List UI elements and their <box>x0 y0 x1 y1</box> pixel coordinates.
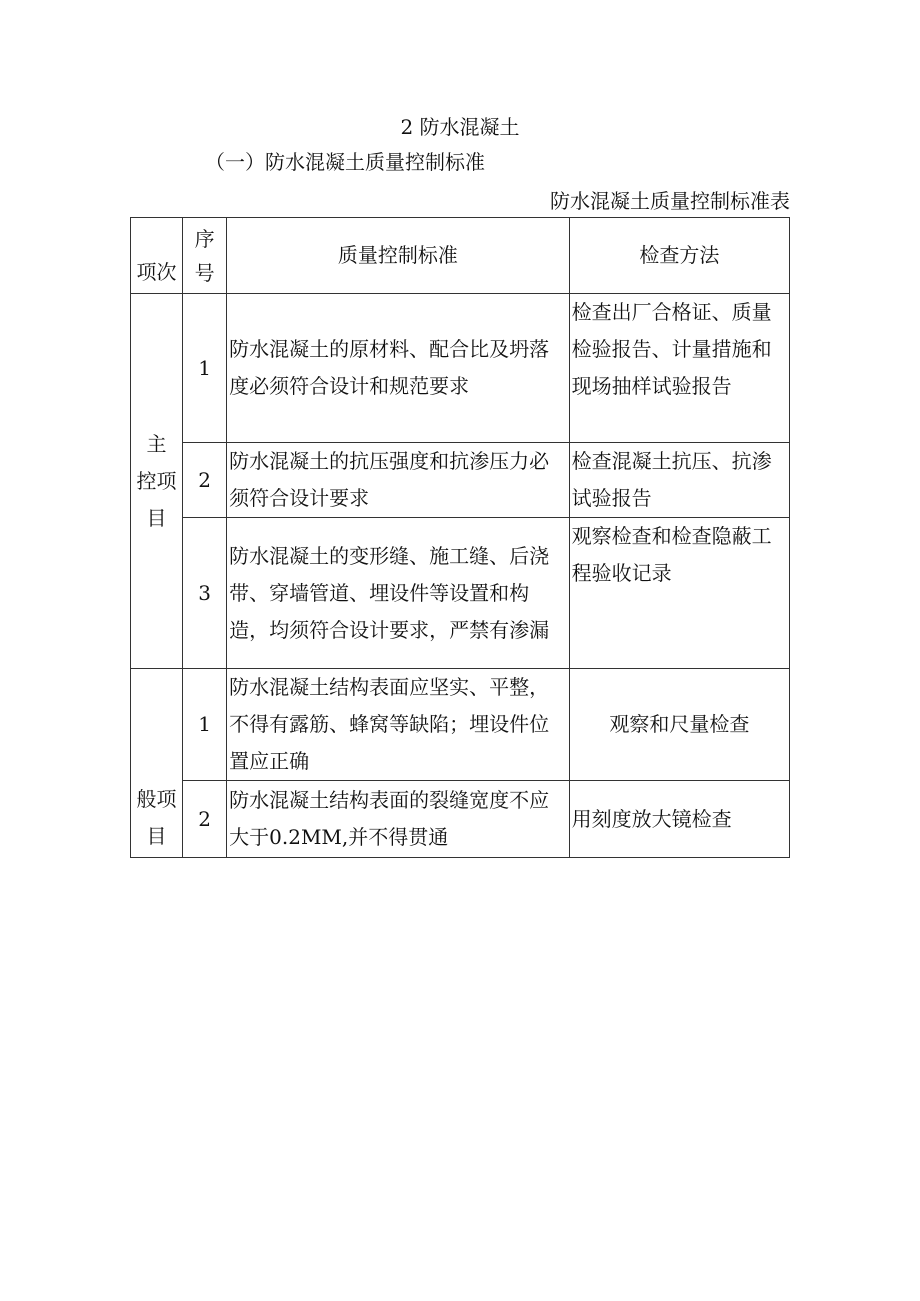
section-heading: 2 防水混凝土 <box>400 115 520 139</box>
table-row <box>131 294 790 443</box>
quality-standard-table <box>130 217 790 858</box>
row-index: 1 <box>183 669 227 781</box>
row-standard: 防水混凝土的原材料、配合比及坍落度必须符合设计和规范要求 <box>227 294 570 443</box>
table-row <box>131 781 790 858</box>
row-standard: 防水混凝土的抗压强度和抗渗压力必须符合设计要求 <box>227 443 570 518</box>
category-line: 般项 <box>136 787 177 811</box>
category-general <box>131 669 183 858</box>
row-index: 3 <box>183 518 227 669</box>
subsection-heading: （一）防水混凝土质量控制标准 <box>205 150 485 174</box>
category-line: 目 <box>146 505 167 530</box>
table-caption: 防水混凝土质量控制标准表 <box>550 189 790 213</box>
header-index-line1: 序 <box>194 226 215 251</box>
category-line: 主 <box>146 431 167 456</box>
table-row <box>131 669 790 781</box>
header-standard: 质量控制标准 <box>227 218 570 294</box>
table-header-row <box>131 218 790 294</box>
header-method: 检查方法 <box>569 218 789 294</box>
row-method: 观察和尺量检查 <box>569 669 789 781</box>
header-category: 项次 <box>131 218 183 294</box>
category-main-control <box>131 294 183 669</box>
table-row <box>131 518 790 669</box>
row-standard: 防水混凝土结构表面的裂缝宽度不应大于0.2MM,并不得贯通 <box>227 781 570 858</box>
row-method: 检查出厂合格证、质量检验报告、计量措施和现场抽样试验报告 <box>569 294 789 443</box>
header-index <box>183 218 227 294</box>
row-index: 1 <box>183 294 227 443</box>
row-method: 检查混凝土抗压、抗渗试验报告 <box>569 443 789 518</box>
row-method: 用刻度放大镜检查 <box>569 781 789 858</box>
row-index: 2 <box>183 443 227 518</box>
row-method: 观察检查和检查隐蔽工程验收记录 <box>569 518 789 669</box>
row-standard: 防水混凝土结构表面应坚实、平整，不得有露筋、蜂窝等缺陷；埋设件位置应正确 <box>227 669 570 781</box>
row-index: 2 <box>183 781 227 858</box>
table-row <box>131 443 790 518</box>
category-line: 控项 <box>136 468 177 493</box>
category-line: 目 <box>146 824 167 848</box>
row-standard: 防水混凝土的变形缝、施工缝、后浇带、穿墙管道、埋设件等设置和构造，均须符合设计要求，严禁有渗漏 <box>227 518 570 669</box>
header-index-line2: 号 <box>194 260 215 285</box>
